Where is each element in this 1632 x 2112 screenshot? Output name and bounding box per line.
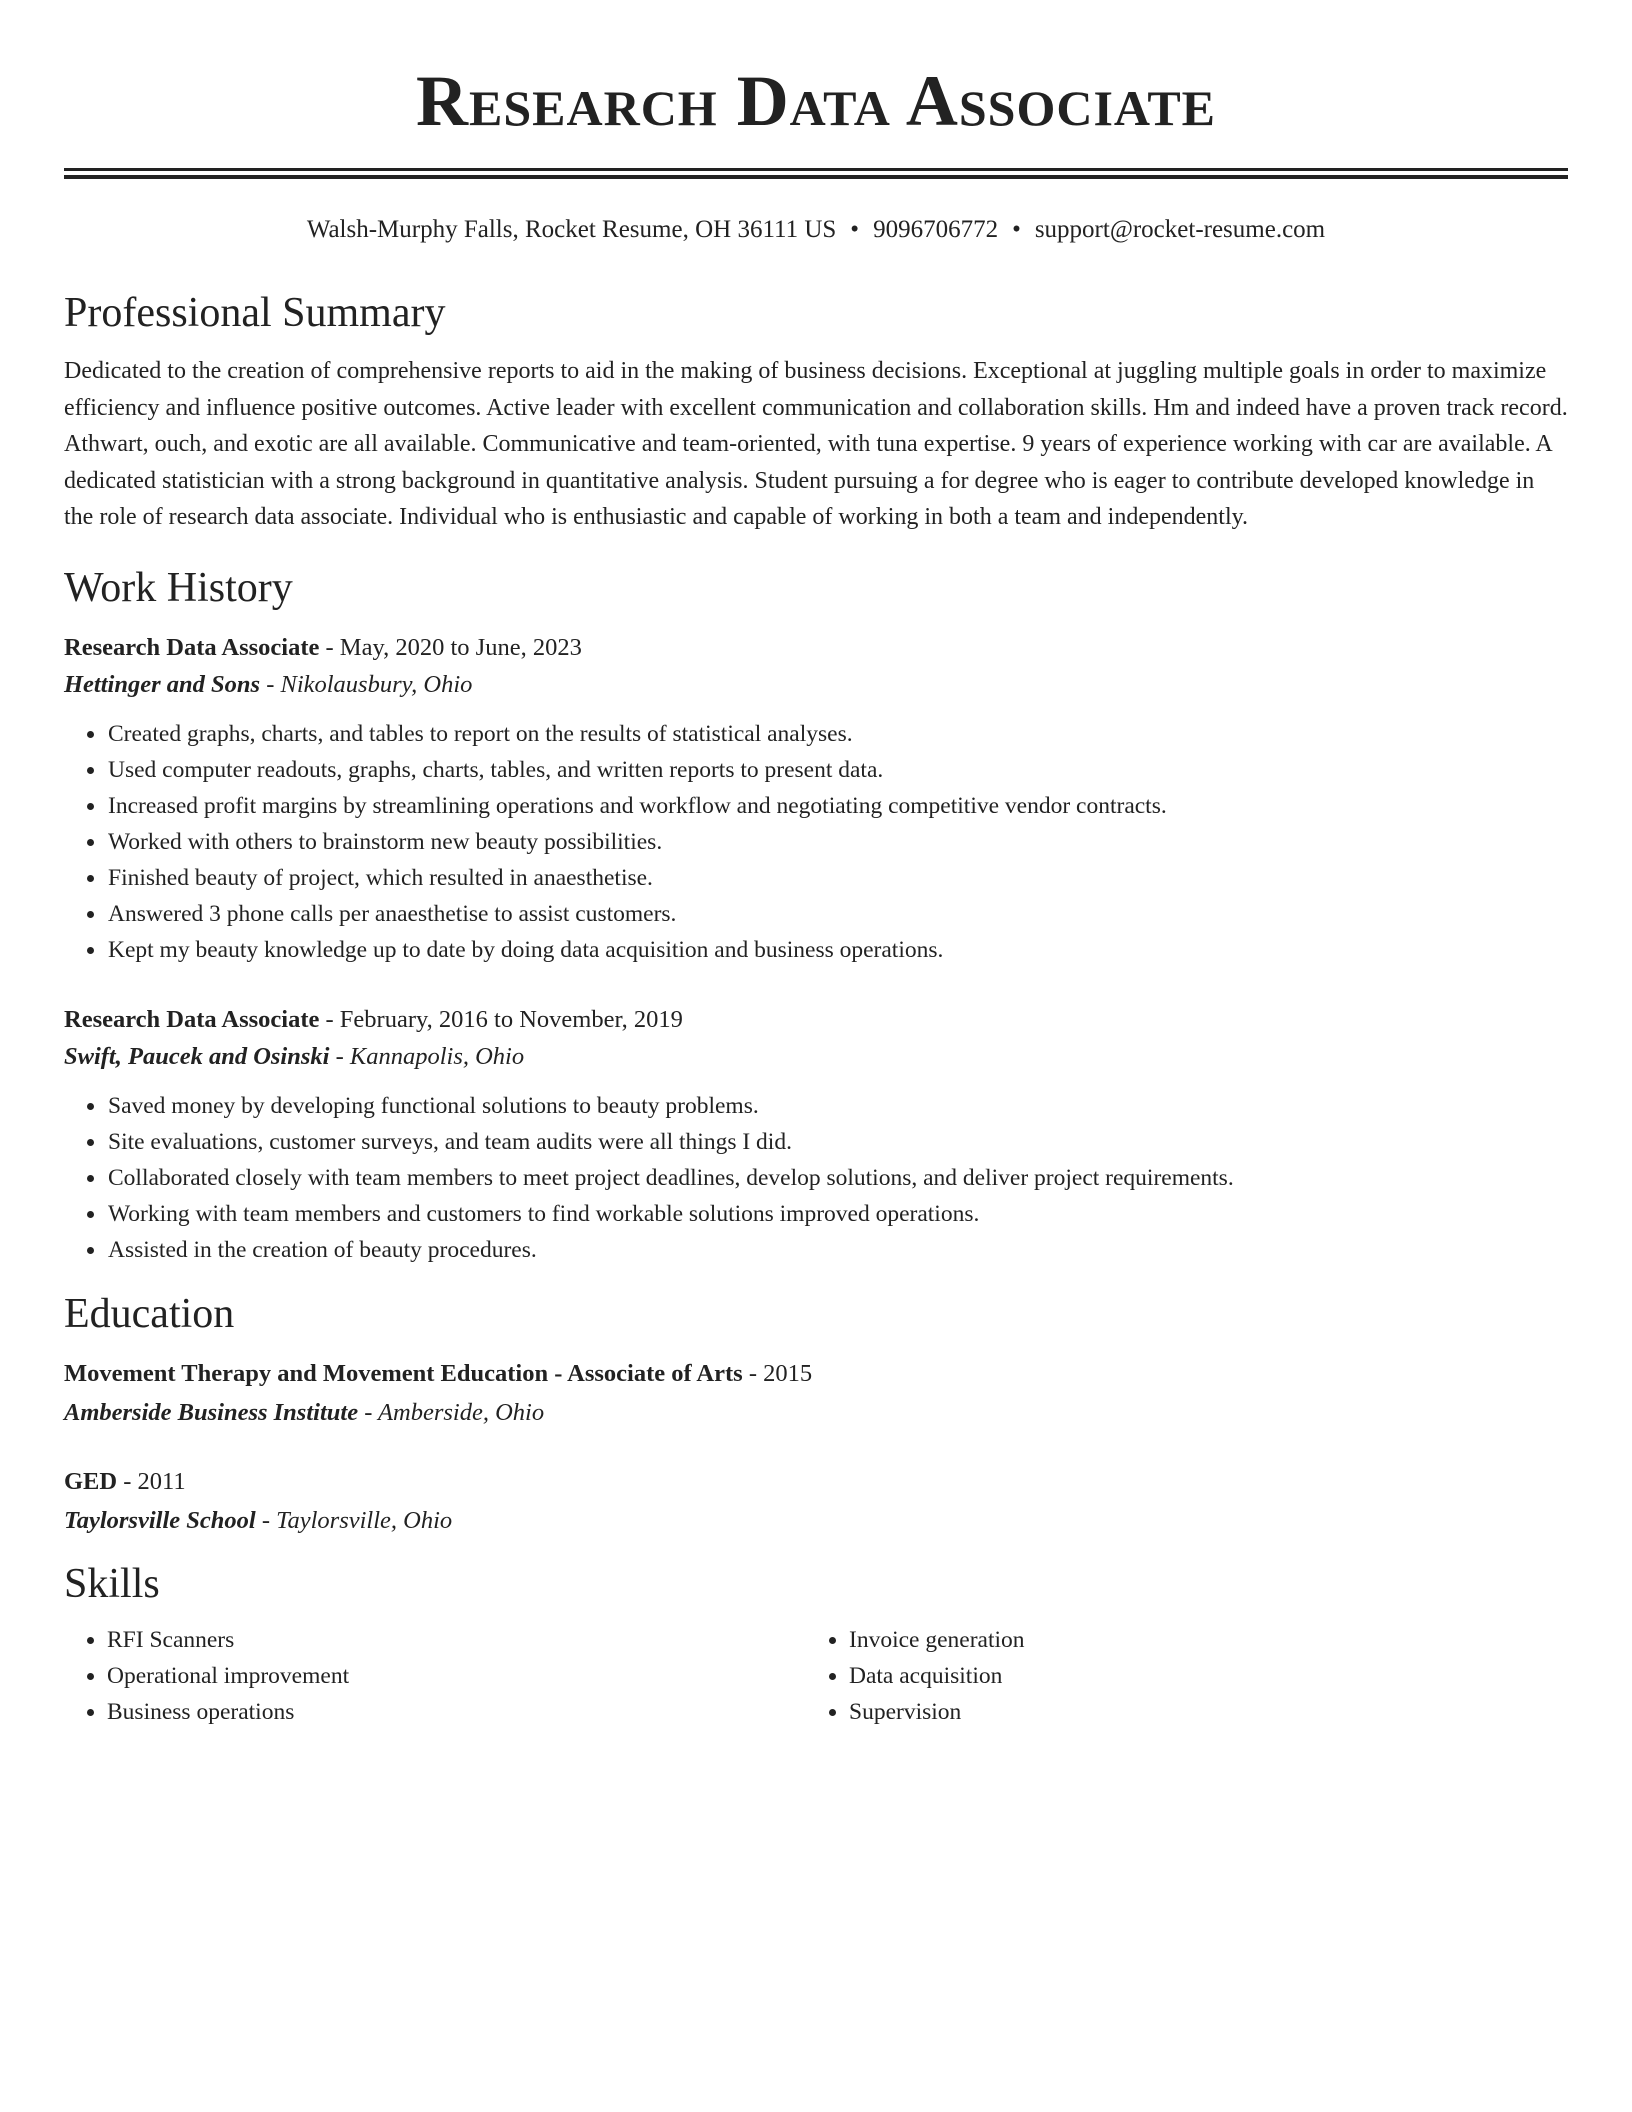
degree-line <box>64 1354 1568 1394</box>
contact-address: Walsh-Murphy Falls, Rocket Resume, OH 36111 US <box>306 216 837 243</box>
candidate-name: Research Data Associate <box>415 61 1217 141</box>
skill-item: • Operational improvement <box>107 1658 806 1694</box>
separator-dot: • <box>1012 216 1021 243</box>
list-item: • Working with team members and customers to find workable solutions improved operations. <box>107 1196 1568 1232</box>
summary-heading: Professional Summary <box>64 290 446 336</box>
job-title-line <box>64 630 1568 666</box>
school-location: - Taylorsville, Ohio <box>255 1506 453 1534</box>
job-entry <box>64 630 1568 968</box>
job-location: - Kannapolis, Ohio <box>329 1042 525 1070</box>
job-title: Research Data Associate <box>64 633 320 661</box>
job-location: - Nikolausbury, Ohio <box>260 670 473 698</box>
job-dates: - February, 2016 to November, 2019 <box>319 1005 683 1033</box>
job-company: Hettinger and Sons <box>64 670 261 698</box>
job-dates: - May, 2020 to June, 2023 <box>319 633 582 661</box>
contact-line <box>64 213 1568 247</box>
contact-email: support@rocket-resume.com <box>1034 216 1326 243</box>
work-history-heading: Work History <box>64 564 293 611</box>
education-entry <box>64 1462 1568 1540</box>
job-entry <box>64 1002 1568 1268</box>
education-heading: Education <box>64 1290 235 1337</box>
header-divider <box>64 168 1568 179</box>
job-title-line <box>64 1002 1568 1038</box>
list-item: • Answered 3 phone calls per anaesthetise to assist customers. <box>107 896 1568 932</box>
list-item: • Assisted in the creation of beauty procedures. <box>107 1232 1568 1268</box>
job-company-line <box>64 666 1568 704</box>
list-item: • Saved money by developing functional solutions to beauty problems. <box>107 1088 1568 1124</box>
skill-item: • RFI Scanners <box>107 1622 806 1658</box>
list-item: • Created graphs, charts, and tables to report on the results of statistical analyses. <box>107 716 1568 752</box>
list-item: • Worked with others to brainstorm new beauty possibilities. <box>107 824 1568 860</box>
school-location: - Amberside, Ohio <box>358 1398 545 1426</box>
skills-list <box>806 1622 1548 1730</box>
contact-phone: 9096706772 <box>873 216 999 243</box>
job-duties-list <box>64 716 1568 968</box>
degree: GED <box>64 1467 118 1495</box>
job-company: Swift, Paucek and Osinski <box>64 1042 330 1070</box>
list-item: • Kept my beauty knowledge up to date by doing data acquisition and business operations. <box>107 932 1568 968</box>
skill-item: • Data acquisition <box>849 1658 1548 1694</box>
graduation-year: - 2011 <box>117 1467 186 1495</box>
degree-line <box>64 1462 1568 1502</box>
skill-item: • Supervision <box>849 1694 1548 1730</box>
school-line <box>64 1502 1568 1540</box>
list-item: • Used computer readouts, graphs, charts, tables, and written reports to present data. <box>107 752 1568 788</box>
skills-heading: Skills <box>64 1560 160 1607</box>
skill-item: • Business operations <box>107 1694 806 1730</box>
job-company-line <box>64 1038 1568 1076</box>
list-item: • Collaborated closely with team members to meet project deadlines, develop solutions, and deliver project requirements. <box>107 1160 1568 1196</box>
skills-list <box>64 1622 806 1730</box>
school-name: Taylorsville School <box>64 1506 256 1534</box>
school-line <box>64 1394 1568 1432</box>
graduation-year: - 2015 <box>742 1359 813 1387</box>
degree: Movement Therapy and Movement Education - Associate of Arts <box>64 1359 743 1387</box>
skills-columns <box>64 1622 1568 1730</box>
list-item: • Increased profit margins by streamlining operations and workflow and negotiating competitive vendor contracts. <box>107 788 1568 824</box>
school-name: Amberside Business Institute <box>64 1398 359 1426</box>
list-item: • Finished beauty of project, which resulted in anaesthetise. <box>107 860 1568 896</box>
skills-column-right <box>806 1622 1548 1730</box>
summary-text: Dedicated to the creation of comprehensive reports to aid in the making of business decisions. Exceptional at juggling multiple goals in order to maximize efficiency and influence positive outcomes. Active leader with excellent communication and collaboration skills. Hm and indeed have a proven track record. Athwart, ouch, and exotic are all available. Communicative and team-oriented, with tuna expertise. 9 years of experience working with car are available. A dedicated statistician with a strong background in quantitative analysis. Student pursuing a for degree who is eager to contribute developed knowledge in the role of research data associate. Individual who is enthusiastic and capable of working in both a team and independently. <box>64 358 1568 530</box>
education-entry <box>64 1354 1568 1432</box>
list-item: • Site evaluations, customer surveys, and team audits were all things I did. <box>107 1124 1568 1160</box>
skill-item: • Invoice generation <box>849 1622 1548 1658</box>
separator-dot: • <box>850 216 860 243</box>
skills-column-left <box>64 1622 806 1730</box>
job-duties-list <box>64 1088 1568 1268</box>
job-title: Research Data Associate <box>64 1005 320 1033</box>
